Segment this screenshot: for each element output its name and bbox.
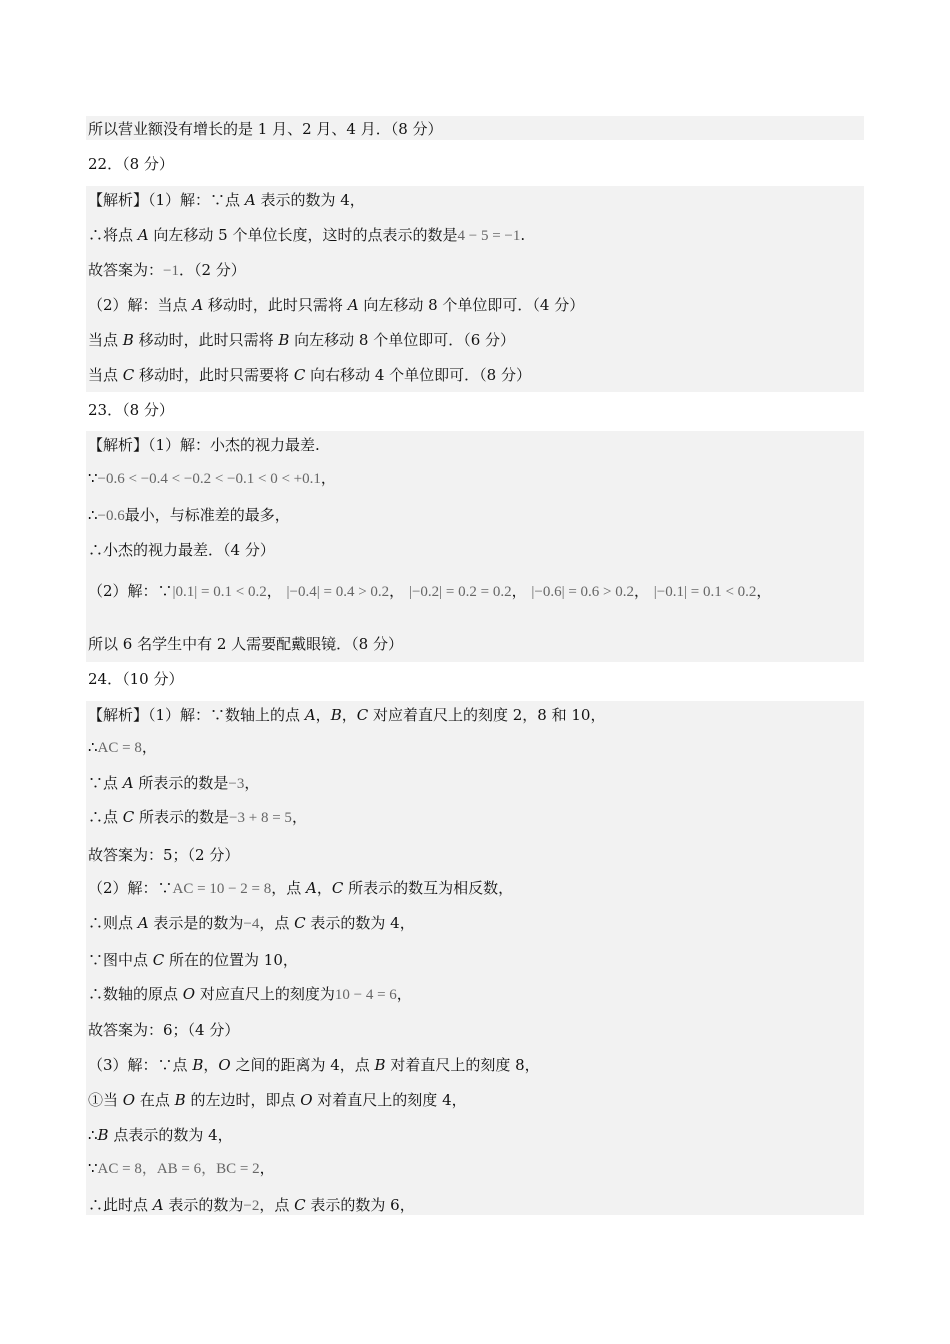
text-run: ∴	[88, 506, 98, 524]
text-line	[88, 1054, 540, 1076]
text-run: ∴	[88, 738, 98, 756]
text-run: ∴	[88, 1126, 98, 1144]
text-line	[88, 1124, 233, 1146]
text-run: ，	[259, 1159, 275, 1177]
math-expression: 10 − 4 = 6	[334, 987, 397, 1003]
text-run: 表示的数为	[163, 1196, 244, 1214]
text-run: 在点	[135, 1091, 175, 1109]
point-label: B	[122, 331, 134, 349]
text-line	[88, 844, 239, 866]
text-run: 对应直尺上的刻度为	[195, 985, 335, 1003]
point-label: C	[294, 1196, 306, 1214]
point-label: C	[152, 951, 165, 969]
text-run: ∵	[88, 1159, 98, 1177]
math-expression: −0.6 < −0.4 < −0.2 < −0.1 < 0 < +0.1	[97, 471, 321, 487]
math-expression: |0.1| = 0.1 < 0.2	[172, 584, 267, 600]
point-label: C	[122, 366, 135, 384]
point-label: A	[122, 774, 134, 792]
text-run: 之间的距离为 4，点	[230, 1056, 375, 1074]
text-line	[88, 912, 415, 935]
point-label: C	[122, 808, 135, 826]
text-line	[88, 329, 515, 351]
text-run: 最小，与标准差的最多，	[124, 506, 290, 524]
text-run: ，	[396, 985, 412, 1003]
text-run: （2）解：∵	[88, 582, 173, 600]
point-label: C	[294, 914, 306, 932]
text-run: 所以 6 名学生中有 2 人需要配戴眼镜．（8 分）	[88, 635, 403, 653]
text-run: ，	[389, 582, 409, 600]
text-run: ，	[141, 738, 157, 756]
text-run: 23．（8 分）	[88, 401, 174, 419]
question-heading	[88, 668, 183, 690]
math-expression: |−0.6| = 0.6 > 0.2	[531, 584, 634, 600]
text-run: （2）解：∵	[88, 879, 173, 897]
text-run: 【解析】（1）解：∵数轴上的点	[88, 706, 305, 724]
point-label: O	[300, 1091, 313, 1109]
text-run: ，点	[271, 879, 307, 897]
point-label: O	[182, 985, 196, 1003]
point-label: B	[174, 1091, 186, 1109]
text-line	[88, 578, 771, 605]
point-label: B	[374, 1056, 386, 1074]
text-run: 所表示的数是	[134, 808, 230, 826]
point-label: B	[192, 1056, 204, 1074]
text-line	[88, 224, 525, 247]
point-label: B	[278, 331, 290, 349]
text-run: 当点	[88, 331, 123, 349]
text-run: ．（2 分）	[178, 261, 246, 279]
point-label: B	[97, 1126, 109, 1144]
math-expression: −3 + 8 = 5	[229, 810, 292, 826]
text-run: ，点	[259, 1196, 295, 1214]
point-label: A	[244, 191, 256, 209]
text-run: 表示是的数为	[148, 914, 244, 932]
point-label: A	[137, 914, 149, 932]
text-line	[88, 806, 307, 829]
text-line	[88, 539, 275, 561]
question-heading	[88, 153, 174, 175]
shaded-block-22	[86, 186, 864, 392]
text-run: ，	[320, 469, 336, 487]
math-expression: −1	[163, 263, 179, 279]
text-line	[88, 434, 320, 456]
text-run: ，	[266, 582, 287, 600]
text-run: 所表示的数互为相反数，	[343, 879, 514, 897]
text-run: 向左移动 8 个单位即可．（6 分）	[289, 331, 516, 349]
text-run: 22．（8 分）	[88, 155, 174, 173]
text-line	[88, 983, 412, 1006]
text-run: 所在的位置为 10，	[164, 951, 298, 969]
text-run: 【解析】（1）解：小杰的视力最差.	[88, 436, 320, 454]
text-run: 故答案为：6；（4 分）	[88, 1021, 240, 1039]
math-expression: AC = 8	[97, 740, 142, 756]
point-label: O	[218, 1056, 231, 1074]
text-run: ，	[316, 879, 332, 897]
math-expression: |−0.2| = 0.2 = 0.2	[408, 584, 512, 600]
point-label: A	[152, 1196, 164, 1214]
text-run: ，	[203, 1056, 219, 1074]
text-run: 移动时，此时只需将	[133, 331, 279, 349]
text-run: 对着直尺上的刻度 8，	[385, 1056, 540, 1074]
text-run: ∴数轴的原点	[88, 985, 183, 1003]
point-label: A	[137, 226, 149, 244]
text-run: 故答案为：	[88, 261, 164, 279]
math-expression: −0.6	[97, 508, 125, 524]
point-label: B	[330, 706, 342, 724]
point-label: A	[192, 296, 204, 314]
text-line	[88, 877, 513, 900]
text-line	[88, 189, 365, 211]
text-run: ，	[634, 582, 654, 600]
text-run: ，点	[259, 914, 295, 932]
text-run: 表示的数为 4，	[255, 191, 365, 209]
text-run: ∴点	[88, 808, 123, 826]
text-run: 移动时，此时只需要将	[134, 366, 294, 384]
text-line	[88, 1157, 275, 1180]
math-expression: |−0.4| = 0.4 > 0.2	[286, 584, 390, 600]
math-expression: AC = 8，AB = 6，BC = 2	[97, 1161, 260, 1177]
math-expression: −3	[228, 776, 245, 792]
text-run: 对应着直尺上的刻度 2，8 和 10，	[368, 706, 606, 724]
text-line	[88, 704, 605, 726]
math-expression: AC = 10 − 2 = 8	[172, 881, 272, 897]
text-run: ∵	[88, 469, 98, 487]
text-line	[88, 1019, 239, 1041]
text-line	[88, 259, 246, 282]
text-run: （3）解：∵点	[88, 1056, 193, 1074]
text-run: 对着直尺上的刻度 4，	[312, 1091, 467, 1109]
text-line	[88, 294, 584, 316]
text-line	[88, 467, 336, 490]
text-run: 的左边时，即点	[185, 1091, 301, 1109]
question-heading	[88, 399, 174, 421]
text-run: ，	[291, 808, 307, 826]
text-run: ，	[341, 706, 357, 724]
text-run: ①当	[88, 1091, 123, 1109]
point-label: A	[304, 706, 316, 724]
text-line	[88, 736, 157, 759]
text-line	[88, 1089, 467, 1111]
point-label: C	[356, 706, 369, 724]
math-expression: 4 − 5 = −1	[457, 228, 521, 244]
math-expression: −4	[243, 916, 260, 932]
point-label: O	[122, 1091, 136, 1109]
text-line	[88, 118, 443, 140]
point-label: A	[347, 296, 359, 314]
text-run: 移动时，此时只需将	[203, 296, 348, 314]
text-line	[88, 1194, 415, 1217]
text-run: 向左移动 5 个单位长度，这时的点表示的数是	[148, 226, 458, 244]
text-run: 向左移动 8 个单位即可．（4 分）	[358, 296, 585, 314]
text-run: ，	[315, 706, 331, 724]
text-run: ，	[511, 582, 532, 600]
text-run: ∴小杰的视力最差．（4 分）	[88, 541, 275, 559]
text-run: 【解析】（1）解：∵点	[88, 191, 245, 209]
text-line	[88, 772, 259, 795]
text-run: 表示的数为 4，	[305, 914, 415, 932]
text-run: ∴则点	[88, 914, 138, 932]
point-label: C	[293, 366, 306, 384]
math-expression: −2	[243, 1198, 260, 1214]
text-run: 24．（10 分）	[88, 670, 184, 688]
text-line	[88, 504, 290, 527]
text-line	[88, 364, 531, 386]
point-label: C	[331, 879, 344, 897]
text-run: ∵点	[88, 774, 123, 792]
text-run: 表示的数为 6，	[305, 1196, 415, 1214]
text-run: 所表示的数是	[133, 774, 229, 792]
text-run: 当点	[88, 366, 123, 384]
text-run: （2）解：当点	[88, 296, 193, 314]
text-line	[88, 949, 298, 971]
text-run: 向右移动 4 个单位即可．（8 分）	[305, 366, 531, 384]
text-line	[88, 633, 403, 655]
text-run: 故答案为：5；（2 分）	[88, 846, 240, 864]
text-run: ，	[756, 582, 772, 600]
text-run: 点表示的数为 4，	[108, 1126, 233, 1144]
point-label: A	[306, 879, 317, 897]
text-run: ∴此时点	[88, 1196, 153, 1214]
math-expression: |−0.1| = 0.1 < 0.2	[653, 584, 757, 600]
text-run: 所以营业额没有增长的是 1 月、2 月、4 月．（8 分）	[88, 120, 443, 138]
text-run: ∵图中点	[88, 951, 153, 969]
text-run: ∴将点	[88, 226, 138, 244]
text-run: .	[520, 226, 526, 244]
text-run: ，	[244, 774, 260, 792]
